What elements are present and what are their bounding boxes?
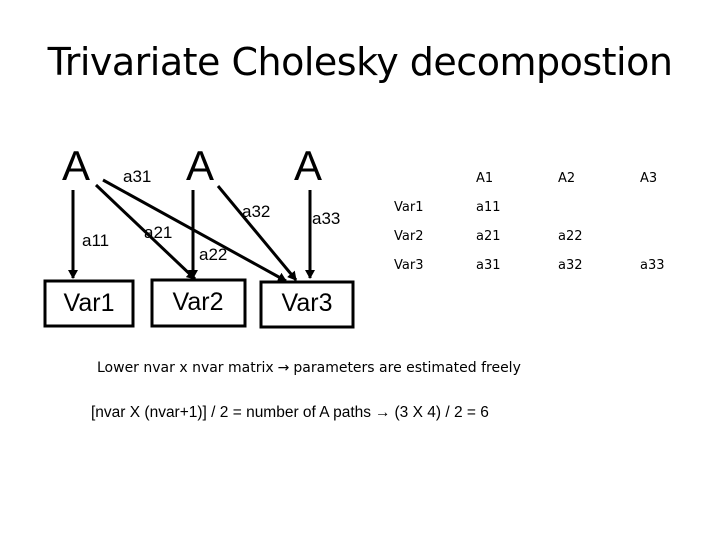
latent-a2: A — [185, 142, 215, 189]
note-lower-matrix — [97, 360, 521, 376]
matrix-cell: a11 — [476, 200, 501, 215]
label-var2: Var2 — [172, 288, 224, 316]
matrix-cell: Var2 — [394, 229, 424, 244]
matrix-row — [380, 222, 708, 251]
path-label-a21: a21 — [144, 223, 173, 242]
path-label-a33: a33 — [312, 209, 341, 228]
matrix-cell — [544, 193, 626, 222]
matrix-header-cell: A2 — [558, 171, 576, 186]
slide-title: Trivariate Cholesky decompostion — [47, 40, 673, 84]
note-path-count-left: [nvar X (nvar+1)] / 2 = number of A paths — [91, 404, 372, 421]
matrix-cell: a31 — [476, 258, 501, 273]
matrix-cell: a22 — [558, 229, 583, 244]
matrix-cell: a32 — [558, 258, 583, 273]
label-var3: Var3 — [281, 289, 333, 317]
note-path-count — [91, 404, 489, 422]
matrix-cell — [626, 222, 708, 251]
matrix-cell: a33 — [640, 258, 665, 273]
note-path-count-right: (3 X 4) / 2 = 6 — [394, 404, 489, 421]
path-label-a22: a22 — [199, 245, 228, 264]
latent-a3: A — [293, 142, 323, 189]
note-lower-matrix-right: parameters are estimated freely — [293, 360, 521, 376]
right-arrow-icon: → — [277, 360, 290, 376]
label-var1: Var1 — [63, 289, 115, 317]
matrix-cell: a21 — [476, 229, 501, 244]
matrix-row — [380, 193, 708, 222]
right-arrow-icon: → — [375, 404, 391, 421]
latent-a1: A — [61, 142, 91, 189]
matrix-cell: Var3 — [394, 258, 424, 273]
note-lower-matrix-left: Lower nvar x nvar matrix — [97, 360, 274, 376]
matrix-header-row — [380, 164, 708, 193]
path-label-a31: a31 — [123, 167, 152, 186]
matrix-cell: Var1 — [394, 200, 424, 215]
a-matrix-table — [380, 164, 708, 280]
matrix-header-cell — [380, 164, 462, 193]
matrix-header-cell: A1 — [476, 171, 494, 186]
path-label-a11: a11 — [82, 231, 110, 250]
matrix-header-cell: A3 — [640, 171, 658, 186]
path-label-a32: a32 — [242, 202, 271, 221]
matrix-row — [380, 251, 708, 280]
matrix-cell — [626, 193, 708, 222]
